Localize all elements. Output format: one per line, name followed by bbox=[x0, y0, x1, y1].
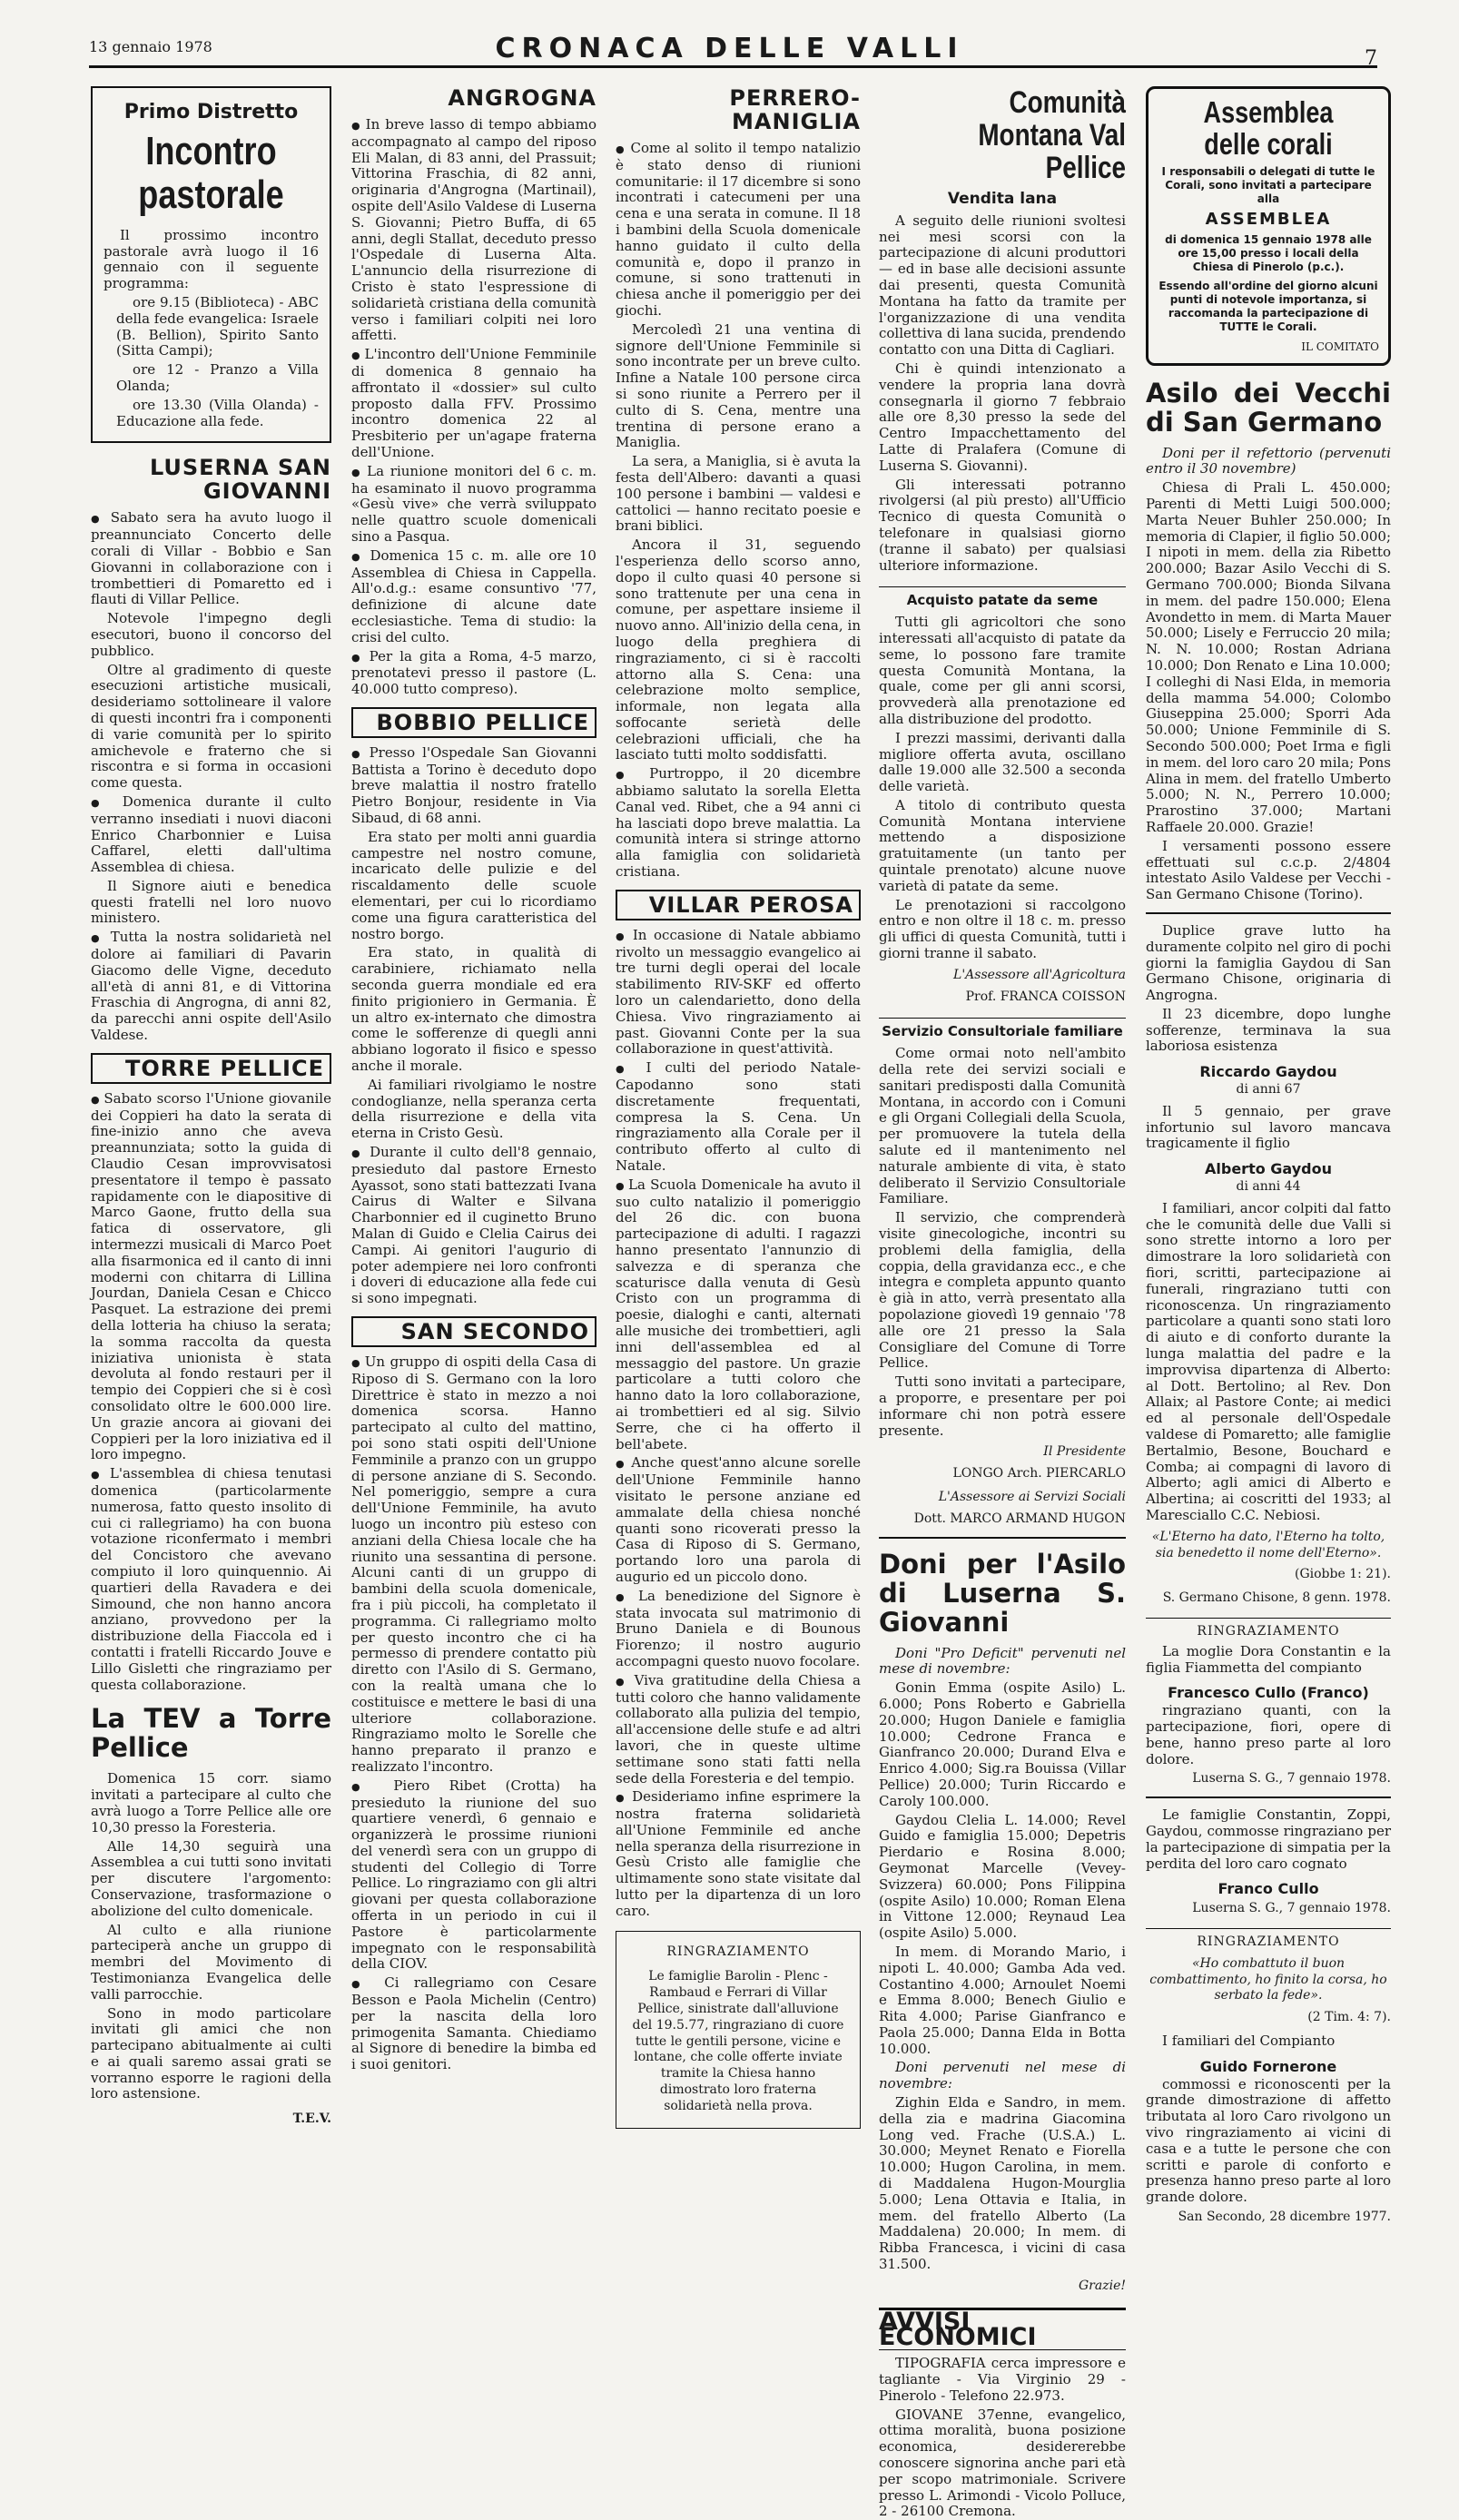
quote: «Ho combattuto il buon combattimento, ho finito la corsa, ho serbato la fede». bbox=[1149, 1955, 1387, 2003]
article-paragraph: Ancora il 31, seguendo l'esperienza dello scorso anno, dopo il culto quasi 40 persone si sono trattenute per una cena in comune, per aspettare insieme il nuovo anno. All'inizio della cena, in luogo della preghiera di ringraziamento, ci si è raccolti attorno alla S. Cena: una celebrazione molto semplice, informale, non legata alla soffocante serietà delle celebrazioni ufficiali, che ha lasciato tutti molto soddisfatti. bbox=[616, 536, 861, 763]
article-paragraph: Al culto e alla riunione parteciperà anche un gruppo di membri del Movimento di Testimonianza Evangelica delle valli parrocchie. bbox=[91, 1921, 331, 2003]
box-title: Assemblea delle corali bbox=[1203, 95, 1334, 161]
article-paragraph: ● Un gruppo di ospiti della Casa di Riposo di S. Germano con la loro Direttrice è stato in mezzo a noi domenica scorsa. Hanno partecipato al culto del mattino, poi sono stati ospiti dell'Unione Femminile a pranzo con un gruppo di persone anziane di S. Secondo. Nel pomeriggio, sempre a cura dell'Unione Femminile, ha avuto luogo un incontro più esteso con anziani della Chiesa locale che ha riunito una sessantina di persone. Alcuni canti di un gruppo di bambini della scuola domenicale, fra i più piccoli, ha completato il programma. Ci rallegriamo molto per questo incontro che ci ha permesso di prendere contatto più diretto con l'Asilo di S. Germano, con la realtà umana che lo costituisce e mettere le basi di una ulteriore collaborazione. Ringraziamo molto le Sorelle che hanno preparato il pranzo e realizzato l'incontro. bbox=[351, 1354, 596, 1776]
ringraziamento-box bbox=[616, 1931, 861, 2129]
article-paragraph: I familiari del Compianto bbox=[1162, 2032, 1336, 2049]
article-paragraph: ● Ci rallegriamo con Cesare Besson e Paola Michelin (Centro) per la nascita della loro primogenita Samanta. Chiediamo al Signore di benedire la bimba ed i suoi genitori. bbox=[351, 1975, 596, 2073]
article-paragraph: Mercoledì 21 una ventina di signore dell'Unione Femminile si sono incontrate per un breve culto. Infine a Natale 100 persone circa si sono riunite a Perrero per il culto di S. Cena, mentre una trentina di persone erano a Maniglia. bbox=[616, 320, 861, 451]
article-paragraph: La moglie Dora Constantin e la figlia Fiammetta del compianto bbox=[1146, 1642, 1391, 1676]
article-paragraph: ● Domenica 15 c. m. alle ore 10 Assemblea di Chiesa in Cappella. All'o.d.g.: esame consuntivo '77, definizione di alcune date ecclesiastiche. Tema di studio: la crisi del culto. bbox=[351, 548, 596, 646]
article-paragraph: Tutti gli agricoltori che sono interessati all'acquisto di patate da seme, lo possono fare tramite questa Comunità Montana, la quale, come per gli anni scorsi, provvederà alla prenotazione ed alla distribuzione del prodotto. bbox=[879, 614, 1126, 727]
section-heading-san-secondo: SAN SECONDO bbox=[351, 1316, 596, 1347]
article-paragraph: Oltre al gradimento di queste esecuzioni artistiche musicali, desideriamo sottolineare il valore di questi incontri fra i componenti di varie comunità per lo spirito amichevole e fraterno che si riscontra e si forma in occasioni come questa. bbox=[91, 661, 331, 792]
place-date: Luserna S. G., 7 gennaio 1978. bbox=[1192, 1901, 1391, 1916]
section-heading-comunita-montana: Comunità Montana Val Pellice bbox=[978, 85, 1126, 185]
issue-date: 13 gennaio 1978 bbox=[89, 38, 212, 55]
article-paragraph: commossi e riconoscenti per la grande dimostrazione di affetto tributata al loro Caro rivolgono un vivo ringraziamento ai vicini di casa e a tutte le persone che con scritti e parole di conforto e presenza hanno preso parte al loro grande dolore. bbox=[1146, 2075, 1391, 2206]
article-paragraph: A titolo di contributo questa Comunità Montana interviene mettendo a disposizione gratuitamente (un tanto per quintale prenotato) alcune nuove varietà di patate da seme. bbox=[879, 796, 1126, 894]
article-paragraph: ● I culti del periodo Natale-Capodanno sono stati discretamente frequentati, compresa la S. Cena. Un ringraziamento alla Corale per il contributo offerto al culto di Natale. bbox=[616, 1060, 861, 1175]
header-rule bbox=[89, 65, 1377, 68]
divider bbox=[1146, 912, 1391, 914]
column-5 bbox=[1146, 86, 1391, 2224]
box-text: di domenica 15 gennaio 1978 alle ore 15,00 presso i locali della Chiesa di Pinerolo (p.c.). bbox=[1165, 232, 1372, 273]
article-paragraph: ● Sabato scorso l'Unione giovanile dei Coppieri ha dato la serata di fine-inizio anno che aveva preannunziata; sotto la guida di Claudio Cesan improvvisatosi presentatore il tempo è passato rapidamente con le diapositive di Marco Gaone, frutto della sua fatica di osservatore, gli intermezzi musicali di Marco Poet alla fisarmonica ed il canto di inni moderni con chitarra di Lillina Jourdan, Daniela Cesan e Chicco Pasquet. La estrazione dei premi della lotteria ha chiuso la serata; la somma raccolta da questa iniziativa unionista è stata devoluta al fondo restauri per il tempio dei Coppieri che si è così consolidato oltre le 600.000 lire. Un grazie ancora ai giovani dei Coppieri per la loro iniziativa ed il loro impegno. bbox=[91, 1091, 331, 1463]
box-signature: IL COMITATO bbox=[1301, 340, 1379, 353]
subheading-doni: Doni "Pro Deficit" pervenuti nel mese di novembre: bbox=[879, 1644, 1126, 1678]
article-paragraph: Era stato, in qualità di carabiniere, richiamato nella seconda guerra mondiale ed era finito prigioniero in Germania. È un altro ex-internato che dimostra come le sofferenze di quegli anni abbiano logorato il fisico e spesso anche il morale. bbox=[351, 944, 596, 1075]
donor-list: Zighin Elda e Sandro, in mem. della zia e madrina Giacomina Long ved. Frache (U.S.A.) L. 30.000; Meynet Renato e Fiorella 10.000; Hugon Carolina, in mem. di Maddalena Hugon-Mourglia 5.000; Lena Ottavia e Italia, in mem. del fratello Alberto (La Maddalena) 20.000; In mem. di Ribba Francesca, i vicini di casa 31.500. bbox=[879, 2094, 1126, 2273]
article-paragraph: ● In occasione di Natale abbiamo rivolto un messaggio evangelico ai tre turni degli operai del locale stabilimento RIV-SKF ed offerto loro un calendarietto, dono della Chiesa. Vivo ringraziamento ai past. Giovanni Conte per la sua collaborazione in quest'attività. bbox=[616, 928, 861, 1058]
article-paragraph: Notevole l'impegno degli esecutori, buono il concorso del pubblico. bbox=[91, 610, 331, 659]
subheading-patate: Acquisto patate da seme bbox=[879, 586, 1126, 609]
article-paragraph: ● Domenica durante il culto verranno insediati i nuovi diaconi Enrico Charbonnier e Luisa Caffarel, eletti dall'ultima Assemblea di chiesa. bbox=[91, 794, 331, 876]
box-title: RINGRAZIAMENTO bbox=[666, 1944, 810, 1959]
obituary-name: Riccardo Gaydou bbox=[1199, 1063, 1337, 1081]
article-paragraph: ● Piero Ribet (Crotta) ha presieduto la riunione del suo quartiere venerdì, 6 gennaio e organizzerà le prossime riunioni del venerdì sera con un gruppo di studenti del Collegio di Torre Pellice. Lo ringraziamo con gli altri giovani per questa collaborazione offerta in un periodo in cui il Pastore è particolarmente impegnato con le responsabilità della CIOV. bbox=[351, 1778, 596, 1974]
article-paragraph: ● La benedizione del Signore è stata invocata sul matrimonio di Bruno Daniela e di Bounous Fiorenzo; il nostro augurio accompagni questo nuovo focolare. bbox=[616, 1589, 861, 1670]
article-paragraph: I familiari, ancor colpiti dal fatto che le comunità delle due Valli si sono strette intorno a loro per dimostrare la loro solidarietà con fiori, scritti, partecipazione ai funerali, ringraziano tutti con riconoscenza. Un ringraziamento particolare a quanti sono stati loro di aiuto e di conforto durante la lunga malattia del padre e la improvvisa dipartenza di Alberto: al Dott. Bertolino; al Rev. Don Allaix; al Pastore Conte; ai medici ed al personale dell'Ospedale valdese di Pomaretto; alle famiglie Bertalmio, Besone, Bouchard e Comba; ai compagni di lavoro di Alberto; agli amici di Alberto e Albertina; ai coscritti del 1933; al Maresciallo C.C. Nebiosi. bbox=[1146, 1199, 1391, 1523]
signature-name: Dott. MARCO ARMAND HUGON bbox=[913, 1511, 1126, 1526]
article-paragraph: Tutti sono invitati a partecipare, a proporre, e presentare per poi informare chi non potrà essere presente. bbox=[879, 1373, 1126, 1439]
article-paragraph: ● La Scuola Domenicale ha avuto il suo culto natalizio il pomeriggio del 26 dic. con buona partecipazione di adulti. I ragazzi hanno presentato l'annunzio di salvezza e di speranza che scaturisce dalla venuta di Gesù Cristo con un programma di poesie, dialoghi e canti, alternati alle musiche dei trombettieri, agli inni dell'assemblea ed al messaggio del pastore. Un grazie particolare a tutti coloro che hanno dato la loro collaborazione, ai trombettieri ed al sig. Silvio Serre, che ci ha offerto il bell'abete. bbox=[616, 1177, 861, 1453]
article-paragraph: ● L'assemblea di chiesa tenutasi domenica (particolarmente numerosa, fatto questo insolito di cui ci rallegriamo) ha con buona votazione riconfermato i membri del Concistoro che avevano compiuto il loro quinquennio. Ai quartieri della Ravadera e dei Simound, che non hanno ancora anziano, provvedono per la distribuzione della Fiaccola ed i contatti i fratelli Riccardo Jouve e Lillo Gisletti che ringraziamo per questa collaborazione. bbox=[91, 1466, 331, 1693]
classified-ad: TIPOGRAFIA cerca impressore e tagliante - Via Virginio 29 - Pinerolo - Telefono 22.973. bbox=[879, 2355, 1126, 2404]
article-paragraph: ● Presso l'Ospedale San Giovanni Battista a Torino è deceduto dopo breve malattia il nostro fratello Pietro Bonjour, residente in Via Sibaud, di 68 anni. bbox=[351, 745, 596, 827]
article-paragraph: ● Viva gratitudine della Chiesa a tutti coloro che hanno validamente collaborato alla pulizia del tempio, all'accensione delle stufe e ad altri lavori, che in queste ultime settimane sono stati fatti nella sede della Foresteria e del tempio. bbox=[616, 1673, 861, 1787]
classified-ad: GIOVANE 37enne, evangelico, ottima moralità, buona posizione economica, desidererebbe conoscere signorina anche pari età per scopo matrimoniale. Scrivere presso L. Arimondi - Vicolo Polluce, 2 - 26100 Cremona. bbox=[879, 2406, 1126, 2520]
program-item: ore 13.30 (Villa Olanda) - Educazione alla fede. bbox=[116, 396, 319, 429]
section-heading-torre: TORRE PELLICE bbox=[91, 1053, 331, 1084]
article-paragraph: Le prenotazioni si raccolgono entro e non oltre il 18 c. m. presso gli uffici di questa Comunità, tutti i giorni tranne il sabato. bbox=[879, 896, 1126, 962]
section-heading-luserna: LUSERNA SAN GIOVANNI bbox=[149, 455, 331, 505]
article-paragraph: ● Tutta la nostra solidarietà nel dolore ai familiari di Pavarin Giacomo delle Vigne, deceduto all'età di anni 81, e di Vittorina Fraschia di Angrogna, di anni 82, da parecchi anni ospite dell'Asilo Valdese. bbox=[91, 930, 331, 1044]
box-text: I responsabili o delegati di tutte le Corali, sono invitati a partecipare alla bbox=[1161, 165, 1375, 205]
article-paragraph: Sono in modo particolare invitati gli amici che non partecipano abitualmente ai culti e ai quali saremo assai grati se vorranno esporre le ragioni della loro astensione. bbox=[91, 2004, 331, 2102]
primo-distretto-box bbox=[91, 86, 331, 443]
column-1 bbox=[91, 86, 331, 2127]
article-paragraph: Come ormai noto nell'ambito della rete dei servizi sociali e sanitari predisposti dalla Comunità Montana, in accordo con i Comuni e gli Organi Collegiali della Scuola, per promuovere la tutela della salute ed il mantenimento nel naturale ambiente di vita, è stato deliberato il Servizio Consultoriale Familiare. bbox=[879, 1045, 1126, 1207]
box-title: Incontro pastorale bbox=[138, 128, 284, 217]
article-paragraph: ● Purtroppo, il 20 dicembre abbiamo salutato la sorella Eletta Canal ved. Ribet, che a 94 anni ci ha lasciati dopo breve malattia. La comunità intera si stringe attorno alla famiglia con solidarietà cristiana. bbox=[616, 766, 861, 881]
article-signature: T.E.V. bbox=[292, 2111, 331, 2127]
subheading-asilo: Doni per il refettorio (pervenuti entro il 30 novembre) bbox=[1146, 444, 1391, 477]
section-heading-bobbio: BOBBIO PELLICE bbox=[351, 707, 596, 738]
thanks: Grazie! bbox=[1079, 2278, 1126, 2293]
quote: «L'Eterno ha dato, l'Eterno ha tolto, sia benedetto il nome dell'Eterno». bbox=[1151, 1529, 1385, 1560]
assemblea-box bbox=[1146, 86, 1391, 366]
place-date: S. Germano Chisone, 8 genn. 1978. bbox=[1162, 1590, 1391, 1606]
article-paragraph: ● Anche quest'anno alcune sorelle dell'Unione Femminile hanno visitato le persone anziane ed ammalate della chiesa nonché quanti sono ricoverati presso la Casa di Riposo di S. Germano, portando loro una parola di augurio ed un piccolo dono. bbox=[616, 1455, 861, 1585]
box-text: Le famiglie Barolin - Plenc - Rambaud e Ferrari di Villar Pellice, sinistrate dall'alluvione del 19.5.77, ringraziano di cuore tutte le gentili persone, vicine e lontane, che colle offerte inviate tramite la Chiesa hanno dimostrato loro fraterna solidarietà nella prova. bbox=[632, 1969, 844, 2113]
box-text: Essendo all'ordine del giorno alcuni punti di notevole importanza, si raccomanda la partecipazione di TUTTE le Corali. bbox=[1158, 279, 1378, 333]
ringraziamento-heading: RINGRAZIAMENTO bbox=[1146, 1928, 1391, 1951]
article-paragraph: ● Come al solito il tempo natalizio è stato denso di riunioni comunitarie: il 17 dicembre si sono incontrati i catecumeni per una cena e una serata in comune. Il 18 i bambini della Scuola domenicale hanno guidato il culto della comunità e, dopo il pranzo in comune, si sono trattenuti in chiesa anche il pomeriggio per dei giochi. bbox=[616, 141, 861, 320]
article-paragraph: Il 23 dicembre, dopo lunghe sofferenze, terminava la sua laboriosa esistenza bbox=[1146, 1005, 1391, 1055]
article-paragraph: ● Per la gita a Roma, 4-5 marzo, prenotatevi presso il pastore (L. 40.000 tutto compreso). bbox=[351, 649, 596, 698]
article-paragraph: ringraziano quanti, con la partecipazione, fiori, opere di bene, hanno preso parte al loro dolore. bbox=[1146, 1702, 1391, 1767]
article-paragraph: Domenica 15 corr. siamo invitati a partecipare al culto che avrà luogo a Torre Pellice alle ore 10,30 presso la Foresteria. bbox=[91, 1770, 331, 1836]
article-paragraph: Il Signore aiuti e benedica questi fratelli nel loro nuovo ministero. bbox=[91, 877, 331, 927]
column-2 bbox=[351, 86, 596, 2120]
article-paragraph: ● Sabato sera ha avuto luogo il preannunciato Concerto delle corali di Villar - Bobbio e San Giovanni in collaborazione con i trombettieri di Pomaretto ed i flauti di Villar Pellice. bbox=[91, 510, 331, 608]
donor-list: In mem. di Morando Mario, i nipoti L. 40.000; Gamba Ada ved. Costantino 4.000; Arnoulet Noemi e Emma 8.000; Benech Giulio e Rita 4.000; Parise Gianfranco e Paola 25.000; Danna Elda in Botta 10.000. bbox=[879, 1943, 1126, 2057]
signature-role: Il Presidente bbox=[1043, 1444, 1126, 1460]
obituary-name: Francesco Cullo (Franco) bbox=[1168, 1684, 1369, 1702]
article-paragraph: Ai familiari rivolgiamo le nostre condoglianze, nella speranza certa della risurrezione e della vita eterna in Cristo Gesù. bbox=[351, 1076, 596, 1142]
quote-reference: (2 Tim. 4: 7). bbox=[1307, 2010, 1391, 2025]
obituary-name: Franco Cullo bbox=[1217, 1880, 1319, 1898]
article-paragraph: Gli interessati potranno rivolgersi (al più presto) all'Ufficio Tecnico di questa Comunità o telefonare in qualsiasi giorno (tranne il sabato) per qualsiasi ulteriore informazione. bbox=[879, 476, 1126, 574]
article-paragraph: ● Desideriamo infine esprimere la nostra fraterna solidarietà all'Unione Femminile ed anche nella speranza della risurrezione in Gesù Cristo alle famiglie che ultimamente sono state visitate dal lutto per la dipartenza di un loro caro. bbox=[616, 1789, 861, 1919]
signature-role: L'Assessore ai Servizi Sociali bbox=[938, 1489, 1126, 1504]
section-heading-perrero: PERRERO-MANIGLIA bbox=[729, 85, 861, 134]
page-number: 7 bbox=[1365, 47, 1377, 70]
signature-name: LONGO Arch. PIERCARLO bbox=[952, 1466, 1126, 1481]
obituary-age: di anni 67 bbox=[1236, 1082, 1301, 1098]
column-4 bbox=[879, 85, 1126, 2520]
section-heading-tev: La TEV a Torre Pellice bbox=[91, 1703, 331, 1764]
section-heading-avvisi: AVVISI ECONOMICI bbox=[879, 2308, 1126, 2351]
article-paragraph: Il 5 gennaio, per grave infortunio sul lavoro mancava tragicamente il figlio bbox=[1146, 1102, 1391, 1152]
article-paragraph: ● In breve lasso di tempo abbiamo accompagnato al campo del riposo Eli Malan, di 83 anni, del Prassuit; Vittorina Fraschia, di 82 anni, originaria d'Angrogna (Martinail), ospite dell'Asilo Valdese di Luserna S. Giovanni; Pietro Buffa, di 65 anni, degli Stallat, deceduto presso l'Ospedale di Luserna Alta. L'annuncio della risurrezione di Cristo è stato l'espressione di solidarietà cristiana della comunità verso i familiari colpiti nei loro affetti. bbox=[351, 117, 596, 344]
article-paragraph: Duplice grave lutto ha duramente colpito nel giro di pochi giorni la famiglia Gaydou di San Germano Chisone, originaria di Angrogna. bbox=[1146, 921, 1391, 1004]
quote-reference: (Giobbe 1: 21). bbox=[1294, 1567, 1391, 1582]
subheading-vendita-lana: Vendita lana bbox=[947, 190, 1058, 208]
article-paragraph: La sera, a Maniglia, si è avuta la festa dell'Albero: davanti a quasi 100 persone i bambini — valdesi e cattolici — hanno recitato poesie e brani biblici. bbox=[616, 453, 861, 535]
article-paragraph: ● L'incontro dell'Unione Femminile di domenica 8 gennaio ha affrontato il «dossier» sul culto proposto dalla FFV. Prossimo incontro domenica 22 al Presbiterio per un'agape fraterna dell'Unione. bbox=[351, 347, 596, 461]
page-title: CRONACA DELLE VALLI bbox=[495, 33, 964, 64]
article-paragraph: I prezzi massimi, derivanti dalla migliore offerta avuta, oscillano dalle 19.000 alle 32.500 a seconda delle varietà. bbox=[879, 729, 1126, 795]
column-3 bbox=[616, 86, 861, 2120]
article-paragraph: Chi è quindi intenzionato a vendere la propria lana dovrà consegnarla il giorno 7 febbraio alle ore 8,30 presso la sede del Centro Impacchettamento del Latte di Pralafera (Comune di Luserna S. Giovanni). bbox=[879, 359, 1126, 474]
program-item: ore 12 - Pranzo a Villa Olanda; bbox=[116, 361, 319, 394]
program-item: ore 9.15 (Biblioteca) - ABC della fede evangelica: Israele (B. Bellion), Spirito Santo (Sitta Campi); bbox=[116, 293, 319, 359]
subheading-servizio: Servizio Consultoriale familiare bbox=[879, 1018, 1126, 1040]
obituary-age: di anni 44 bbox=[1236, 1179, 1301, 1195]
ringraziamento-heading: RINGRAZIAMENTO bbox=[1146, 1618, 1391, 1640]
section-heading-villar: VILLAR PEROSA bbox=[616, 890, 861, 920]
article-paragraph: A seguito delle riunioni svoltesi nei mesi scorsi con la partecipazione di alcuni produttori — ed in base alle decisioni assunte dai presenti, questa Comunità Montana ha fatto da tramite per l'organizzazione di una vendita collettiva di lana sucida, prendendo contatto con una Ditta di Cagliari. bbox=[879, 212, 1126, 359]
article-paragraph: Il servizio, che comprenderà visite ginecologiche, incontri su problemi della famiglia, della coppia, della gravidanza ecc., e che integra e completa appunto quanto è già in atto, verrà presentato alla popolazione giovedì 19 gennaio '78 alle ore 21 presso la Sala Consigliare del Comune di Torre Pellice. bbox=[879, 1209, 1126, 1372]
divider bbox=[1146, 1796, 1391, 1798]
box-intro: Il prossimo incontro pastorale avrà luogo il 16 gennaio con il seguente programma: bbox=[104, 226, 319, 292]
obituary-name: Alberto Gaydou bbox=[1205, 1160, 1332, 1178]
obituary-name: Guido Fornerone bbox=[1199, 2057, 1337, 2075]
donor-list: Gonin Emma (ospite Asilo) L. 6.000; Pons Roberto e Gabriella 20.000; Hugon Daniele e famiglia 10.000; Cedrone Franca e Gianfranco 20.000; Durand Elva e Enrico 4.000; Sig.ra Bouissa (Villar Pellice) 20.000; Turin Riccardo e Caroly 100.000. bbox=[879, 1679, 1126, 1809]
box-heading: Primo Distretto bbox=[123, 101, 299, 123]
donor-list: Chiesa di Prali L. 450.000; Parenti di Metti Luigi 500.000; Marta Neuer Buhler 250.000; In memoria di Clapier, il figlio 50.000; I nipoti in mem. della zia Ribetto 200.000; Bazar Asilo Vecchi di S. Germano 700.000; Bionda Silvana in mem. del padre 150.000; Elena Avondetto in mem. di Marta Mauer 50.000; Lisely e Ferruccio 20 mila; N. N. 10.000; Rostan Adriana 10.000; Don Renato e Lina 10.000; I colleghi di Nasi Elda, in memoria della mamma 54.000; Colombo Giuseppina 25.000; Sporri Ada 50.000; Unione Femminile di S. Secondo 500.000; Poet Irma e figli in mem. del loro caro 20 mila; Pons Alina in mem. del fratello Umberto 5.000; N. N., Perrero 10.000; Prarostino 37.000; Martani Raffaele 20.000. Grazie! bbox=[1146, 479, 1391, 835]
article-paragraph: ● Durante il culto dell'8 gennaio, presieduto dal pastore Ernesto Ayassot, sono stati battezzati Ivana Cairus di Walter e Silvana Charbonnier ed il cuginetto Bruno Malan di Guido e Clelia Cairus dei Campi. Ai genitori l'augurio di poter adempiere nei loro confronti i doveri di educazione alla fede cui si sono impegnati. bbox=[351, 1145, 596, 1307]
place-date: Luserna S. G., 7 gennaio 1978. bbox=[1192, 1771, 1391, 1787]
section-heading-doni: Doni per l'Asilo di Luserna S. Giovanni bbox=[879, 1548, 1126, 1638]
box-highlight: ASSEMBLEA bbox=[1205, 210, 1332, 229]
section-heading-angrogna: ANGROGNA bbox=[448, 85, 596, 111]
article-paragraph: ● La riunione monitori del 6 c. m. ha esaminato il nuovo programma «Gesù vive» che verrà sviluppato nelle quattro scuole domenicali sino a Pasqua. bbox=[351, 464, 596, 546]
signature-name: Prof. FRANCA COISSON bbox=[965, 989, 1126, 1004]
signature-role: L'Assessore all'Agricoltura bbox=[953, 967, 1126, 982]
donor-list: Gaydou Clelia L. 14.000; Revel Guido e famiglia 15.000; Depetris Pierdario e Rosina 8.000; Geymonat Marcelle (Vevey-Svizzera) 60.000; Pons Filippina (ospite Asilo) 10.000; Roman Elena in Vittone 12.000; Reynaud Lea (ospite Asilo) 5.000. bbox=[879, 1811, 1126, 1942]
article-paragraph: I versamenti possono essere effettuati sul c.c.p. 2/4804 intestato Asilo Valdese per Vecchi - San Germano Chisone (Torino). bbox=[1146, 837, 1391, 903]
subheading-doni: Doni pervenuti nel mese di novembre: bbox=[879, 2059, 1126, 2092]
article-paragraph: Era stato per molti anni guardia campestre nel nostro comune, incaricato delle pulizie e del riscaldamento delle scuole elementari, per cui lo ricordiamo come una figura caratteristica del nostro borgo. bbox=[351, 828, 596, 942]
divider bbox=[879, 1537, 1126, 1539]
article-paragraph: Le famiglie Constantin, Zoppi, Gaydou, commosse ringraziano per la partecipazione di simpatia per la perdita del loro caro cognato bbox=[1146, 1806, 1391, 1872]
article-paragraph: Alle 14,30 seguirà una Assemblea a cui tutti sono invitati per discutere l'argomento: Conservazione, trasformazione o abolizione del culto domenicale. bbox=[91, 1837, 331, 1919]
section-heading-asilo: Asilo dei Vecchi di San Germano bbox=[1146, 377, 1391, 438]
place-date: San Secondo, 28 dicembre 1977. bbox=[1178, 2209, 1391, 2224]
